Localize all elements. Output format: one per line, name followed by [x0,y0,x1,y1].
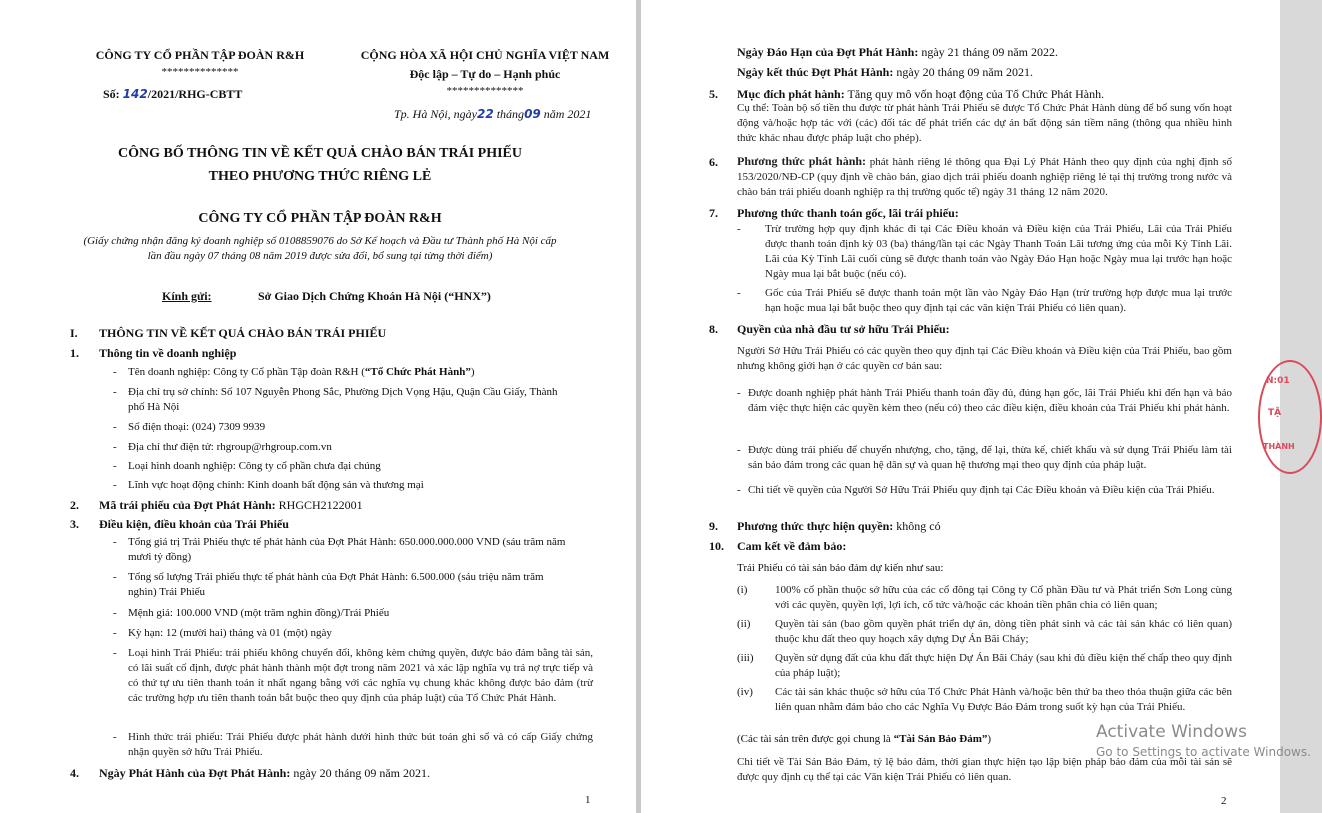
date-day-handwritten: 22 [477,107,494,121]
company-type: Loại hình doanh nghiệp: Công ty cổ phần chưa đại chúng [128,460,381,472]
collateral-item-4: Các tài sản khác thuộc sở hữu của Tổ Chức Phát Hành và/hoặc bên thứ ba theo thỏa thuận giữa các bên liên quan nhằm đảm bảo cho các Nghĩa Vụ Được Bảo Đảm trong suốt kỳ hạn của Trái Phiếu. [775,686,1232,713]
collateral-item-4-number: (iv) [737,686,753,698]
company-header: CÔNG TY CỔ PHẦN TẬP ĐOÀN R&H [95,48,305,62]
section-i-number: I. [70,326,78,340]
bond-quantity-line-1: Tổng số lượng Trái phiếu thực tế phát hành của Đợt Phát Hành: 6.500.000 (sáu triệu năm trăm [128,571,544,583]
item-7-title: Phương thức thanh toán gốc, lãi trái phiếu: [737,206,959,220]
document-title-line-2: THEO PHƯƠNG THỨC RIÊNG LẺ [208,169,432,184]
bond-quantity-line-2: nghìn) Trái Phiếu [128,586,206,598]
item-1-number: 1. [70,346,79,360]
item-9-number: 9. [709,519,718,533]
motto: Độc lập – Tự do – Hạnh phúc [409,67,561,81]
company-name: Tên doanh nghiệp: Công ty Cổ phần Tập đoàn R&H (“Tổ Chức Phát Hành”) [128,366,475,378]
collateral-item-2-number: (ii) [737,618,751,630]
document-title-line-1: CÔNG BỐ THÔNG TIN VỀ KẾT QUẢ CHÀO BÁN TRÁI PHIẾU [117,146,522,161]
issuance-end-date: Ngày kết thúc Đợt Phát Hành: ngày 20 tháng 09 năm 2021. [737,65,1033,79]
item-10-number: 10. [709,539,724,553]
item-8-title: Quyền của nhà đầu tư sở hữu Trái Phiếu: [737,322,950,336]
activate-windows-title: Activate Windows [1096,722,1247,742]
collateral-item-3: Quyền sử dụng đất của khu đất thực hiện Dự Án Bãi Cháy (sau khi đủ điều kiện thế chấp theo quy định của pháp luật); [775,652,1232,679]
bond-total-value-line-1: Tổng giá trị Trái Phiếu thực tế phát hành của Đợt Phát Hành: 650.000.000.000 VND (sáu trăm năm [128,536,566,548]
item-10-title: Cam kết về đảm bảo: [737,539,847,553]
document-number-handwritten: 142 [122,87,148,101]
registration-line-2: lần đầu ngày 07 tháng 08 năm 2019 được sửa đổi, bổ sung tại từng thời điểm) [147,250,493,262]
company-title: CÔNG TY CỔ PHẦN TẬP ĐOÀN R&H [198,211,442,226]
seal-text-1: N:01 [1266,376,1290,386]
item-2-number: 2. [70,498,79,512]
collateral-intro: Trái Phiếu có tài sản bảo đảm dự kiến như sau: [737,562,944,574]
registration-line-1: (Giấy chứng nhận đăng ký doanh nghiệp số 0108859076 do Sở Kế hoạch và Đầu tư Thành phố Hà Nội cấp [83,235,557,247]
item-1-title: Thông tin về doanh nghiệp [99,346,237,360]
bond-code: Mã trái phiếu của Đợt Phát Hành: RHGCH2122001 [99,498,363,512]
collateral-detail: Chi tiết về Tài Sản Bảo Đảm, tỷ lệ bảo đảm, thời gian thực hiện tạo lập biện pháp bảo đảm của mỗi tài sản sẽ được quy định cụ thể tại các Văn kiện Trái Phiếu có liên quan. [737,756,1232,783]
item-8-number: 8. [709,322,718,336]
bond-type: Loại hình Trái Phiếu: trái phiếu không chuyển đổi, không kèm chứng quyền, được bảo đảm bằng tài sản, có lãi suất cố định, được phát hành thành một đợt trong năm 2021 và xác lập nghĩa vụ trả nợ trực tiếp và có thứ tự ưu tiên thanh toán ít nhất ngang bằng với các nghĩa vụ chung khác không được bảo đảm (trừ các trường hợp ưu tiên thanh toán bắt buộc theo quy định của pháp luật) của Tổ Chức Phát Hành. [128,647,593,704]
maturity-date: Ngày Đáo Hạn của Đợt Phát Hành: ngày 21 tháng 09 năm 2022. [737,45,1058,59]
page-number-2: 2 [1221,795,1227,807]
company-address-line-2: phố Hà Nội [128,401,180,413]
item-6-number: 6. [709,155,718,169]
investor-rights-intro: Người Sở Hữu Trái Phiếu có các quyền theo quy định tại Các Điều khoản và Điều kiện của Trái Phiếu, bao gồm nhưng không giới hạn ở các quyền cơ bản sau: [737,345,1232,372]
collateral-collective: (Các tài sản trên được gọi chung là “Tài Sản Bảo Đảm”) [737,733,992,745]
issuance-method: Phương thức phát hành: phát hành riêng lẻ thông qua Đại Lý Phát Hành theo quy định của nghị định số 153/2020/NĐ-CP (quy định về chào bán, giao dịch trái phiếu doanh nghiệp riêng lẻ tại thị trường trong nước và chào bán trái phiếu doanh nghiệp ra thị trường quốc tế) ngày 31 tháng 12 năm 2020. [737,154,1233,198]
collateral-item-2: Quyền tài sản (bao gồm quyền phát triển dự án, dòng tiền phát sinh và các tài sản khác có liên quan) thuộc khu đất theo quy hoạch xây dựng Dự Án Bãi Cháy; [775,618,1232,645]
item-5-number: 5. [709,87,718,101]
section-i-title: THÔNG TIN VỀ KẾT QUẢ CHÀO BÁN TRÁI PHIẾU [99,326,387,340]
recipient-label: Kính gửi: [162,289,212,303]
motto-stars: ************** [446,85,524,97]
seal-text-3: THÀNH [1263,442,1295,451]
issuance-purpose-detail: Cụ thể: Toàn bộ số tiền thu được từ phát hành Trái Phiếu sẽ được Tổ Chức Phát Hành dùng để bổ sung vốn hoạt động và/hoặc hợp tác với (các) đối tác để phát triển các dự án bất động sản tiềm năng (thông qua nhiều hình thức khác nhau được pháp luật cho phép). [737,102,1232,144]
collateral-item-1: 100% cổ phần thuộc sở hữu của các cổ đông tại Công ty Cổ phần Đầu tư và Phát triển Sơn Long cùng với các quyền, quyền lợi, lợi ích, cổ tức và/hoặc các khoản tiền phân chia có liên quan; [775,584,1232,611]
document-page-1: CÔNG TY CỔ PHẦN TẬP ĐOÀN R&H ************** Số: 142/2021/RHG-CBTT CỘNG HÒA XÃ HỘI CHỦ NGHĨA VIỆT NAM Độc lập – Tự do – Hạnh phúc ************** Tp. Hà Nội, ngày22 tháng09 năm 2021 CÔNG BỐ THÔNG TIN VỀ KẾT QUẢ CHÀO BÁN TRÁI PHIẾU THEO PHƯƠNG THỨC RIÊNG LẺ CÔNG TY CỔ PHẦN TẬP ĐOÀN R&H (Giấy chứng nhận đăng ký doanh nghiệp số 0108859076 do Sở Kế hoạch và Đầu tư Thành phố Hà Nội cấp lần đầu ngày 07 tháng 08 năm 2019 được sửa đổi, bổ sung tại từng thời điểm) Kính gửi: Sở Giao Dịch Chứng Khoán Hà Nội (“HNX”) I. THÔNG TIN VỀ KẾT QUẢ CHÀO BÁN TRÁI PHIẾU 1. Thông tin về doanh nghiệp - Tên doanh nghiệp: Công ty Cổ phần Tập đoàn R&H (“Tổ Chức Phát Hành”) - Địa chỉ trụ sở chính: Số 107 Nguyễn Phong Sắc, Phường Dịch Vọng Hậu, Quận Cầu Giấy, Thành phố Hà Nội - Số điện thoại: (024) 7309 9939 - Địa chỉ thư điện tử: rhgroup@rhgroup.com.vn - Loại hình doanh nghiệp: Công ty cổ phần chưa đại chúng - Lĩnh vực hoạt động chính: Kinh doanh bất động sản và thương mại 2. Mã trái phiếu của Đợt Phát Hành: RHGCH2122001 3. Điều kiện, điều khoản của Trái Phiếu - Tổng giá trị Trái Phiếu thực tế phát hành của Đợt Phát Hành: 650.000.000.000 VND (sáu trăm năm mươi tỷ đồng) - Tổng số lượng Trái phiếu thực tế phát hành của Đợt Phát Hành: 6.500.000 (sáu triệu năm trăm nghìn) Trái Phiếu - Mệnh giá: 100.000 VND (một trăm nghìn đồng)/Trái Phiếu - Kỳ hạn: 12 (mười hai) tháng và 01 (một) ngày - Loại hình Trái Phiếu: trái phiếu không chuyển đổi, không kèm chứng quyền, được bảo đảm bằng tài sản, có lãi suất cố định, được phát hành thành một đợt trong năm 2021 và xác lập nghĩa vụ trả nợ trực tiếp và có thứ tự ưu tiên thanh toán ít nhất ngang bằng với các nghĩa vụ chung khác không được bảo đảm (trừ các trường hợp ưu tiên thanh toán bắt buộc theo quy định của pháp luật) của Tổ Chức Phát Hành. - Hình thức trái phiếu: Trái Phiếu được phát hành dưới hình thức bút toán ghi sổ và có cấp Giấy chứng nhận quyền sở hữu Trái Phiếu. 4. Ngày Phát Hành của Đợt Phát Hành: ngày 20 tháng 09 năm 2021. 1 [0,0,636,813]
exercise-method: Phương thức thực hiện quyền: không có [737,519,941,533]
item-3-title: Điều kiện, điều khoản của Trái Phiếu [99,517,289,531]
recipient-value: Sở Giao Dịch Chứng Khoán Hà Nội (“HNX”) [258,289,491,303]
bond-form: Hình thức trái phiếu: Trái Phiếu được phát hành dưới hình thức bút toán ghi sổ và có cấp Giấy chứng nhận quyền sở hữu Trái Phiếu. [128,731,593,758]
collateral-item-1-number: (i) [737,584,748,596]
item-4-number: 4. [70,766,79,780]
investor-right-1: Được doanh nghiệp phát hành Trái Phiếu thanh toán đầy đủ, đúng hạn gốc, lãi Trái Phiếu khi đến hạn và bảo đảm việc thực hiện các quyền kèm theo (nếu có) theo các điều kiện, điều khoản của Trái Phiếu khi phát hành. [748,387,1232,414]
issue-date-item: Ngày Phát Hành của Đợt Phát Hành: ngày 20 tháng 09 năm 2021. [99,766,430,780]
page-number-1: 1 [585,794,591,806]
document-page-2: Ngày Đáo Hạn của Đợt Phát Hành: ngày 21 tháng 09 năm 2022. Ngày kết thúc Đợt Phát Hành: ngày 20 tháng 09 năm 2021. 5. Mục đích phát hành: Tăng quy mô vốn hoạt động của Tổ Chức Phát Hành. Cụ thể: Toàn bộ số tiền thu được từ phát hành Trái Phiếu sẽ được Tổ Chức Phát Hành dùng để bổ sung vốn hoạt động và/hoặc hợp tác với (các) đối tác để phát triển các dự án bất động sản tiềm năng (thông qua nhiều hình thức khác nhau được pháp luật cho phép). 6. Phương thức phát hành: phát hành riêng lẻ thông qua Đại Lý Phát Hành theo quy định của nghị định số 153/2020/NĐ-CP (quy định về chào bán, giao dịch trái phiếu doanh nghiệp riêng lẻ tại thị trường trong nước và chào bán trái phiếu doanh nghiệp ra thị trường quốc tế) ngày 31 tháng 12 năm 2020. 7. Phương thức thanh toán gốc, lãi trái phiếu: - Trừ trường hợp quy định khác đi tại Các Điều khoản và Điều kiện của Trái Phiếu, Lãi của Trái Phiếu được thanh toán định kỳ 03 (ba) tháng/lần tại các Ngày Thanh Toán Lãi tương ứng của mỗi Kỳ Tính Lãi. Lãi của Kỳ Tính Lãi cuối cùng sẽ được thanh toán vào Ngày Đáo Hạn hoặc Ngày mua lại trước hạn hoặc Ngày mua lại bắt buộc (nếu có). - Gốc của Trái Phiếu sẽ được thanh toán một lần vào Ngày Đáo Hạn (trừ trường hợp được mua lại trước hạn hoặc mua lại bắt buộc theo quy định tại các văn kiện Trái Phiếu có liên quan). 8. Quyền của nhà đầu tư sở hữu Trái Phiếu: Người Sở Hữu Trái Phiếu có các quyền theo quy định tại Các Điều khoản và Điều kiện của Trái Phiếu, bao gồm nhưng không giới hạn ở các quyền cơ bản sau: - Được doanh nghiệp phát hành Trái Phiếu thanh toán đầy đủ, đúng hạn gốc, lãi Trái Phiếu khi đến hạn và bảo đảm việc thực hiện các quyền kèm theo (nếu có) theo các điều kiện, điều khoản của Trái Phiếu khi phát hành. - Được dùng trái phiếu để chuyển nhượng, cho, tặng, để lại, thừa kế, chiết khấu và sử dụng Trái Phiếu làm tài sản bảo đảm trong các quan hệ dân sự và quan hệ thương mại theo quy định của pháp luật. - Chi tiết về quyền của Người Sở Hữu Trái Phiếu quy định tại Các Điều khoản và Điều kiện của Trái Phiếu. 9. Phương thức thực hiện quyền: không có 10. Cam kết về đảm bảo: Trái Phiếu có tài sản bảo đảm dự kiến như sau: (i) 100% cổ phần thuộc sở hữu của các cổ đông tại Công ty Cổ phần Đầu tư và Phát triển Sơn Long cùng với các quyền, quyền lợi, lợi ích, cổ tức và/hoặc các khoản tiền phân chia có liên quan; (ii) Quyền tài sản (bao gồm quyền phát triển dự án, dòng tiền phát sinh và các tài sản khác có liên quan) thuộc khu đất theo quy hoạch xây dựng Dự Án Bãi Cháy; (iii) Quyền sử dụng đất của khu đất thực hiện Dự Án Bãi Cháy (sau khi đủ điều kiện thế chấp theo quy định của pháp luật); (iv) Các tài sản khác thuộc sở hữu của Tổ Chức Phát Hành và/hoặc bên thứ ba theo thỏa thuận giữa các bên liên quan nhằm đảm bảo cho các Nghĩa Vụ Được Bảo Đảm trong suốt kỳ hạn của Trái Phiếu. (Các tài sản trên được gọi chung là “Tài Sản Bảo Đảm”) Chi tiết về Tài Sản Bảo Đảm, tỷ lệ bảo đảm, thời gian thực hiện tạo lập biện pháp bảo đảm của mỗi tài sản sẽ được quy định cụ thể tại các Văn kiện Trái Phiếu có liên quan. 2 [641,0,1280,813]
company-phone: Số điện thoại: (024) 7309 9939 [128,421,266,433]
issuance-purpose: Mục đích phát hành: Tăng quy mô vốn hoạt động của Tổ Chức Phát Hành. [737,87,1105,101]
date-month-handwritten: 09 [524,107,541,121]
company-address-line-1: Địa chỉ trụ sở chính: Số 107 Nguyễn Phong Sắc, Phường Dịch Vọng Hậu, Quận Cầu Giấy, Thành [128,386,558,398]
company-business: Lĩnh vực hoạt động chính: Kinh doanh bất động sản và thương mại [128,479,424,491]
principal-payment: Gốc của Trái Phiếu sẽ được thanh toán một lần vào Ngày Đáo Hạn (trừ trường hợp được mua lại trước hạn hoặc mua lại bắt buộc theo quy định tại các văn kiện Trái Phiếu có liên quan). [765,287,1232,314]
company-email: Địa chỉ thư điện tử: rhgroup@rhgroup.com.vn [128,441,332,453]
company-stars: ************** [161,66,239,78]
bond-par-value: Mệnh giá: 100.000 VND (một trăm nghìn đồng)/Trái Phiếu [128,607,390,619]
investor-right-3: Chi tiết về quyền của Người Sở Hữu Trái Phiếu quy định tại Các Điều khoản và Điều kiện của Trái Phiếu. [748,484,1215,496]
item-3-number: 3. [70,517,79,531]
seal-text-2: TẬ [1268,408,1282,418]
document-number: Số: 142/2021/RHG-CBTT [103,87,243,101]
activate-windows-subtitle: Go to Settings to activate Windows. [1096,745,1311,759]
item-7-number: 7. [709,206,718,220]
issue-date: Tp. Hà Nội, ngày22 tháng09 năm 2021 [394,107,592,121]
investor-right-2: Được dùng trái phiếu để chuyển nhượng, cho, tặng, để lại, thừa kế, chiết khấu và sử dụng Trái Phiếu làm tài sản bảo đảm trong các quan hệ dân sự và quan hệ thương mại theo quy định của pháp luật. [748,444,1232,471]
bond-term: Kỳ hạn: 12 (mười hai) tháng và 01 (một) ngày [128,627,332,639]
nation-header: CỘNG HÒA XÃ HỘI CHỦ NGHĨA VIỆT NAM [360,48,610,62]
interest-payment: Trừ trường hợp quy định khác đi tại Các Điều khoản và Điều kiện của Trái Phiếu, Lãi của Trái Phiếu được thanh toán định kỳ 03 (ba) tháng/lần tại các Ngày Thanh Toán Lãi tương ứng của mỗi Kỳ Tính Lãi. Lãi của Kỳ Tính Lãi cuối cùng sẽ được thanh toán vào Ngày Đáo Hạn hoặc Ngày mua lại trước hạn hoặc Ngày mua lại bắt buộc (nếu có). [765,223,1232,280]
bond-total-value-line-2: mươi tỷ đồng) [128,551,192,563]
collateral-item-3-number: (iii) [737,652,754,664]
